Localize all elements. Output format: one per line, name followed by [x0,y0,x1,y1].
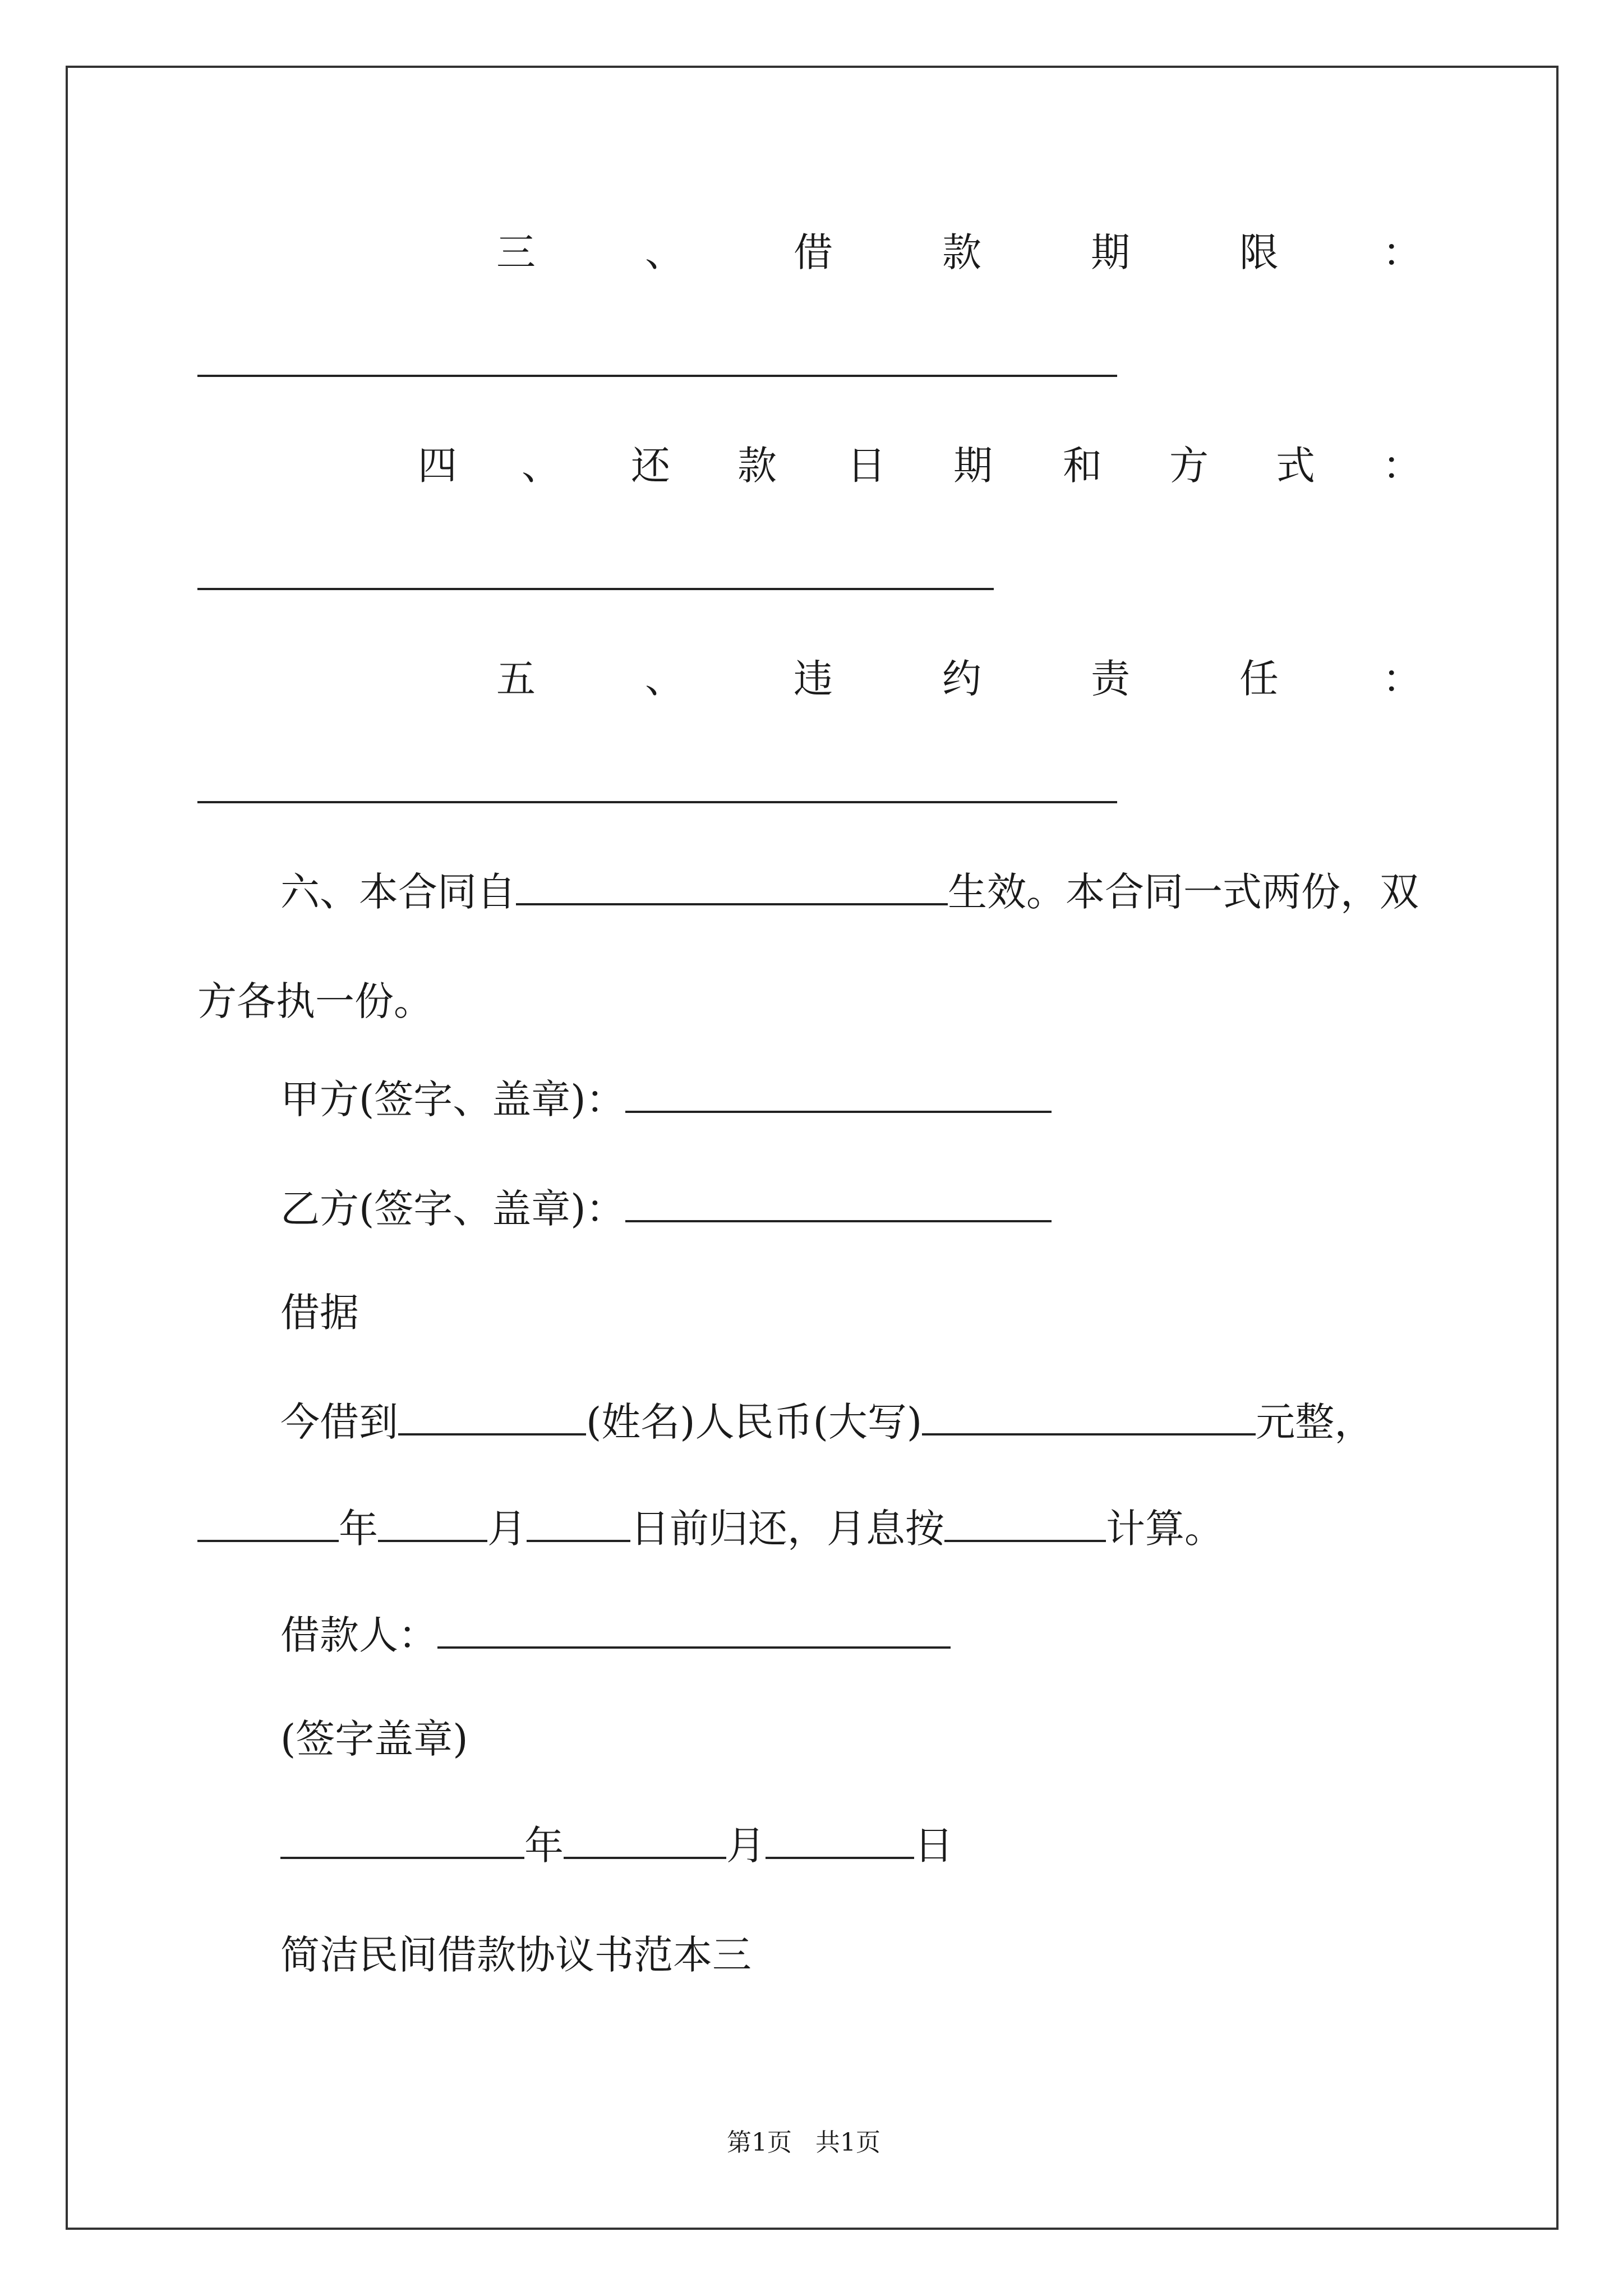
heading-char: 借 [794,229,833,275]
section-five-blank [197,801,1117,803]
borrower-line [280,1610,951,1660]
heading-char: 款 [737,443,777,489]
interest-blank [944,1505,1106,1542]
heading-char: 责 [1091,656,1130,702]
page-border [66,66,1559,2230]
heading-char: 还 [631,443,670,489]
calc-label: 计算。 [1106,1506,1224,1552]
section-four-blank [197,588,994,590]
receipt-text-b: (姓名)人民币(大写) [586,1399,923,1445]
section-six-text-a: 六、本合同自 [280,869,516,915]
heading-char: ： [1382,229,1422,275]
footer-page-suffix: 页 [767,2128,792,2157]
page-footer [727,2126,880,2160]
repay-month-label: 月 [487,1506,527,1552]
date-year-blank [280,1822,524,1859]
heading-char: 期 [953,443,993,489]
borrower-blank [437,1612,951,1649]
heading-char: 期 [1091,229,1130,275]
receipt-line2 [197,1503,1224,1554]
sign-seal-note: (签字盖章) [280,1716,468,1762]
footer-total-number: 1 [840,2128,856,2157]
heading-char: 三 [496,229,536,275]
section-five-heading [0,654,1623,704]
footer-total-prefix: 共 [815,2128,840,2157]
party-a-blank [625,1076,1052,1113]
borrower-label: 借款人： [280,1612,437,1658]
heading-char: 方 [1169,443,1209,489]
heading-char: 限 [1239,229,1279,275]
repay-month-blank [378,1505,487,1542]
section-six-text-b: 生效。本合同一式两份，双 [948,869,1419,915]
party-a-label: 甲方(签字、盖章)： [280,1076,625,1122]
footer-page-prefix: 第 [727,2128,751,2157]
section-three-heading [0,227,1623,278]
heading-char: 五 [496,656,536,702]
repay-day-label: 日前归还，月息按 [630,1506,944,1552]
heading-char: 、 [522,443,561,489]
section-six-line2: 方各执一份。 [197,978,433,1024]
receipt-text-c: 元整， [1256,1399,1374,1445]
heading-char: 约 [942,656,981,702]
heading-char: 日 [847,443,886,489]
section-four-heading [0,440,1623,491]
party-b-blank [625,1185,1052,1222]
heading-char: 式 [1276,443,1315,489]
amount-uppercase-blank [922,1398,1256,1435]
repay-year-label: 年 [339,1506,378,1552]
heading-char: ： [1382,443,1422,489]
party-a-signature [280,1074,1052,1125]
next-section-title: 简洁民间借款协议书范本三 [280,1932,751,1978]
footer-page-number: 1 [751,2128,767,2157]
receipt-text-a: 今借到 [280,1399,398,1445]
date-month-blank [564,1822,726,1859]
repay-year-blank [197,1505,339,1542]
section-six-line1 [280,867,1419,917]
heading-char: 任 [1239,656,1279,702]
date-year-label: 年 [524,1823,564,1869]
receipt-line1 [280,1397,1373,1447]
heading-char: ： [1382,656,1422,702]
lender-name-blank [398,1398,586,1435]
heading-char: 四 [418,443,457,489]
date-day-blank [766,1822,914,1859]
heading-char: 违 [794,656,833,702]
heading-char: 款 [942,229,981,275]
heading-char: 、 [645,656,684,702]
party-b-label: 乙方(签字、盖章)： [280,1186,625,1232]
heading-char: 和 [1063,443,1102,489]
receipt-title: 借据 [280,1290,359,1336]
date-line [280,1820,953,1871]
footer-total-suffix: 页 [855,2128,880,2157]
section-three-blank [197,375,1117,377]
effective-date-blank [516,868,948,905]
date-day-label: 日 [914,1823,953,1869]
heading-char: 、 [645,229,684,275]
date-month-label: 月 [726,1823,766,1869]
party-b-signature [280,1184,1052,1234]
repay-day-blank [527,1505,630,1542]
